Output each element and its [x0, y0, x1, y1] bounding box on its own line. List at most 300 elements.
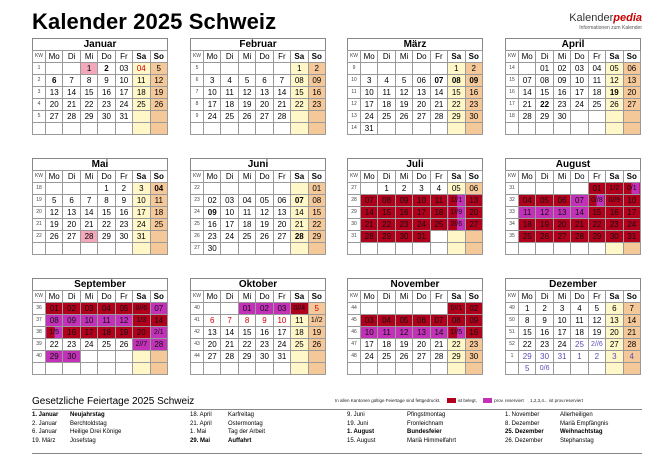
day-cell[interactable]: 09	[308, 75, 325, 87]
day-cell[interactable]	[378, 303, 395, 315]
day-cell[interactable]	[536, 123, 553, 135]
day-cell[interactable]: 12	[395, 327, 412, 339]
day-cell[interactable]: 19	[606, 87, 623, 99]
day-cell[interactable]: 20	[413, 339, 430, 351]
day-cell[interactable]: 15	[98, 207, 115, 219]
day-cell[interactable]: 17	[623, 207, 640, 219]
day-cell[interactable]: 0//8	[588, 195, 605, 207]
day-cell[interactable]	[256, 63, 273, 75]
day-cell[interactable]: 16	[204, 219, 221, 231]
day-cell[interactable]	[361, 243, 378, 255]
day-cell[interactable]	[623, 123, 640, 135]
day-cell[interactable]	[291, 351, 308, 363]
day-cell[interactable]	[46, 243, 63, 255]
day-cell[interactable]: 23	[308, 99, 325, 111]
day-cell[interactable]	[221, 363, 238, 375]
day-cell[interactable]: 16	[536, 327, 553, 339]
day-cell[interactable]: 06	[465, 183, 482, 195]
day-cell[interactable]: 24	[273, 339, 290, 351]
day-cell[interactable]	[448, 123, 465, 135]
day-cell[interactable]: 16	[256, 327, 273, 339]
day-cell[interactable]	[204, 183, 221, 195]
day-cell[interactable]: 19	[308, 327, 325, 339]
day-cell[interactable]: 27	[46, 111, 63, 123]
day-cell[interactable]: 6	[46, 75, 63, 87]
day-cell[interactable]: 18	[519, 219, 536, 231]
day-cell[interactable]: 15	[448, 87, 465, 99]
day-cell[interactable]: 25	[291, 339, 308, 351]
day-cell[interactable]: 10	[80, 315, 97, 327]
day-cell[interactable]: 16	[115, 207, 132, 219]
day-cell[interactable]: 3	[413, 183, 430, 195]
day-cell[interactable]	[395, 243, 412, 255]
day-cell[interactable]: 18	[150, 207, 167, 219]
day-cell[interactable]	[133, 243, 150, 255]
day-cell[interactable]: 7	[273, 75, 290, 87]
day-cell[interactable]: 15	[378, 207, 395, 219]
day-cell[interactable]	[46, 123, 63, 135]
day-cell[interactable]: 09	[63, 315, 80, 327]
day-cell[interactable]: 28	[80, 231, 97, 243]
day-cell[interactable]	[413, 123, 430, 135]
day-cell[interactable]	[63, 363, 80, 375]
day-cell[interactable]: 17	[204, 99, 221, 111]
day-cell[interactable]	[571, 243, 588, 255]
day-cell[interactable]: 11	[378, 87, 395, 99]
day-cell[interactable]: 18	[238, 219, 255, 231]
day-cell[interactable]: 17	[361, 99, 378, 111]
day-cell[interactable]: 22	[46, 339, 63, 351]
day-cell[interactable]: 18	[378, 99, 395, 111]
day-cell[interactable]: 26	[238, 111, 255, 123]
day-cell[interactable]: 4	[430, 183, 447, 195]
day-cell[interactable]	[291, 111, 308, 123]
day-cell[interactable]	[378, 363, 395, 375]
day-cell[interactable]: 27	[256, 111, 273, 123]
day-cell[interactable]	[308, 123, 325, 135]
day-cell[interactable]: 16	[606, 207, 623, 219]
day-cell[interactable]: 26	[536, 231, 553, 243]
day-cell[interactable]	[606, 111, 623, 123]
day-cell[interactable]: 27	[465, 219, 482, 231]
day-cell[interactable]: 18	[291, 327, 308, 339]
day-cell[interactable]	[361, 303, 378, 315]
day-cell[interactable]	[256, 243, 273, 255]
day-cell[interactable]: 13	[273, 207, 290, 219]
day-cell[interactable]: 2	[395, 183, 412, 195]
day-cell[interactable]: 21	[430, 99, 447, 111]
day-cell[interactable]	[519, 123, 536, 135]
day-cell[interactable]: 30	[115, 231, 132, 243]
day-cell[interactable]: 30	[63, 351, 80, 363]
day-cell[interactable]: 28	[519, 111, 536, 123]
day-cell[interactable]: 6	[204, 315, 221, 327]
day-cell[interactable]: 11	[519, 207, 536, 219]
day-cell[interactable]: 28	[571, 231, 588, 243]
day-cell[interactable]: 12	[395, 87, 412, 99]
day-cell[interactable]: 25	[238, 231, 255, 243]
day-cell[interactable]: 13	[623, 75, 640, 87]
day-cell[interactable]	[465, 123, 482, 135]
day-cell[interactable]: 1//2	[308, 315, 325, 327]
day-cell[interactable]: 29	[448, 111, 465, 123]
day-cell[interactable]: 30	[98, 111, 115, 123]
day-cell[interactable]: 02	[553, 63, 570, 75]
day-cell[interactable]: 17	[80, 327, 97, 339]
day-cell[interactable]: 22	[588, 219, 605, 231]
day-cell[interactable]	[256, 363, 273, 375]
day-cell[interactable]: 21	[221, 339, 238, 351]
day-cell[interactable]: 11	[571, 315, 588, 327]
day-cell[interactable]: 11	[238, 207, 255, 219]
day-cell[interactable]: 31	[553, 351, 570, 363]
day-cell[interactable]	[238, 183, 255, 195]
day-cell[interactable]	[448, 231, 465, 243]
day-cell[interactable]: 08	[291, 75, 308, 87]
day-cell[interactable]	[553, 243, 570, 255]
day-cell[interactable]	[204, 63, 221, 75]
day-cell[interactable]: 05	[256, 195, 273, 207]
day-cell[interactable]: 30	[395, 231, 412, 243]
day-cell[interactable]: 31	[623, 231, 640, 243]
day-cell[interactable]: 1	[448, 63, 465, 75]
day-cell[interactable]	[361, 63, 378, 75]
day-cell[interactable]	[413, 63, 430, 75]
day-cell[interactable]	[395, 303, 412, 315]
day-cell[interactable]: 11	[221, 87, 238, 99]
day-cell[interactable]: 18	[221, 99, 238, 111]
day-cell[interactable]: 9	[256, 315, 273, 327]
day-cell[interactable]	[536, 243, 553, 255]
day-cell[interactable]: 14	[623, 315, 640, 327]
day-cell[interactable]: 28	[430, 351, 447, 363]
day-cell[interactable]: 1	[98, 183, 115, 195]
day-cell[interactable]: 2	[588, 351, 605, 363]
day-cell[interactable]	[588, 363, 605, 375]
day-cell[interactable]: 16	[395, 207, 412, 219]
day-cell[interactable]: 20	[133, 327, 150, 339]
day-cell[interactable]: 23	[465, 339, 482, 351]
day-cell[interactable]: 20	[623, 87, 640, 99]
day-cell[interactable]: 03	[115, 63, 132, 75]
day-cell[interactable]	[133, 111, 150, 123]
day-cell[interactable]: 20	[553, 219, 570, 231]
day-cell[interactable]	[519, 183, 536, 195]
day-cell[interactable]: 01	[308, 183, 325, 195]
day-cell[interactable]: 21	[571, 219, 588, 231]
day-cell[interactable]: 19	[238, 99, 255, 111]
day-cell[interactable]: 4	[221, 75, 238, 87]
day-cell[interactable]: 21	[80, 219, 97, 231]
day-cell[interactable]: 11	[378, 327, 395, 339]
day-cell[interactable]: 07	[571, 195, 588, 207]
day-cell[interactable]	[430, 231, 447, 243]
day-cell[interactable]: 12	[150, 75, 167, 87]
day-cell[interactable]: 23	[536, 339, 553, 351]
day-cell[interactable]: 1/5	[46, 327, 63, 339]
day-cell[interactable]: 8	[98, 195, 115, 207]
day-cell[interactable]: 07	[430, 75, 447, 87]
day-cell[interactable]	[413, 303, 430, 315]
day-cell[interactable]: 30	[553, 111, 570, 123]
day-cell[interactable]: 17	[221, 219, 238, 231]
day-cell[interactable]	[308, 111, 325, 123]
day-cell[interactable]: 13	[606, 315, 623, 327]
day-cell[interactable]: 27	[273, 231, 290, 243]
day-cell[interactable]: 11	[98, 315, 115, 327]
day-cell[interactable]: 14	[63, 87, 80, 99]
day-cell[interactable]: 5	[519, 363, 536, 375]
day-cell[interactable]: 0/1	[623, 183, 640, 195]
day-cell[interactable]	[553, 123, 570, 135]
day-cell[interactable]: 30	[465, 111, 482, 123]
day-cell[interactable]: 18	[430, 207, 447, 219]
day-cell[interactable]	[204, 363, 221, 375]
day-cell[interactable]: 04	[519, 195, 536, 207]
day-cell[interactable]: 1	[80, 63, 97, 75]
day-cell[interactable]: 17	[571, 87, 588, 99]
day-cell[interactable]: 02	[256, 303, 273, 315]
day-cell[interactable]: 21	[291, 219, 308, 231]
day-cell[interactable]: 28	[273, 111, 290, 123]
day-cell[interactable]: 04	[150, 183, 167, 195]
day-cell[interactable]: 03	[221, 195, 238, 207]
day-cell[interactable]: 26	[395, 111, 412, 123]
day-cell[interactable]: 10	[361, 327, 378, 339]
day-cell[interactable]	[291, 183, 308, 195]
day-cell[interactable]	[413, 243, 430, 255]
day-cell[interactable]: 23	[553, 99, 570, 111]
day-cell[interactable]: 24	[221, 231, 238, 243]
day-cell[interactable]: 5	[238, 75, 255, 87]
day-cell[interactable]: 20	[606, 327, 623, 339]
day-cell[interactable]: 2	[308, 63, 325, 75]
day-cell[interactable]: 21	[519, 99, 536, 111]
day-cell[interactable]	[413, 363, 430, 375]
day-cell[interactable]: 25	[221, 111, 238, 123]
day-cell[interactable]: 3	[553, 303, 570, 315]
day-cell[interactable]	[571, 183, 588, 195]
day-cell[interactable]: 07	[150, 303, 167, 315]
day-cell[interactable]: 15	[291, 87, 308, 99]
day-cell[interactable]	[361, 183, 378, 195]
day-cell[interactable]: 06	[413, 315, 430, 327]
day-cell[interactable]: 6	[256, 75, 273, 87]
day-cell[interactable]: 2	[115, 183, 132, 195]
day-cell[interactable]: 01	[238, 303, 255, 315]
day-cell[interactable]: 1	[378, 183, 395, 195]
day-cell[interactable]: 25	[133, 99, 150, 111]
day-cell[interactable]: 15	[588, 207, 605, 219]
day-cell[interactable]: 20	[204, 339, 221, 351]
day-cell[interactable]	[308, 363, 325, 375]
day-cell[interactable]	[308, 351, 325, 363]
day-cell[interactable]: 27	[204, 351, 221, 363]
day-cell[interactable]	[588, 123, 605, 135]
day-cell[interactable]	[150, 231, 167, 243]
day-cell[interactable]	[588, 243, 605, 255]
day-cell[interactable]: 22	[378, 219, 395, 231]
day-cell[interactable]	[465, 363, 482, 375]
day-cell[interactable]: 16	[465, 327, 482, 339]
day-cell[interactable]: 11	[430, 195, 447, 207]
day-cell[interactable]: 13	[46, 87, 63, 99]
day-cell[interactable]	[150, 111, 167, 123]
day-cell[interactable]: 11	[133, 75, 150, 87]
day-cell[interactable]: 5	[150, 63, 167, 75]
day-cell[interactable]	[291, 123, 308, 135]
day-cell[interactable]	[98, 243, 115, 255]
day-cell[interactable]	[273, 183, 290, 195]
day-cell[interactable]: 05	[115, 303, 132, 315]
day-cell[interactable]: 04	[133, 63, 150, 75]
day-cell[interactable]: 03	[571, 63, 588, 75]
day-cell[interactable]: 13	[413, 87, 430, 99]
day-cell[interactable]	[115, 123, 132, 135]
day-cell[interactable]: 3	[204, 75, 221, 87]
day-cell[interactable]: 5	[308, 303, 325, 315]
day-cell[interactable]	[273, 243, 290, 255]
day-cell[interactable]	[80, 183, 97, 195]
day-cell[interactable]	[80, 123, 97, 135]
day-cell[interactable]: 27	[623, 99, 640, 111]
day-cell[interactable]: 22	[536, 99, 553, 111]
day-cell[interactable]: 1	[519, 303, 536, 315]
day-cell[interactable]: 21	[361, 219, 378, 231]
day-cell[interactable]: 6	[63, 195, 80, 207]
day-cell[interactable]: 13	[204, 327, 221, 339]
day-cell[interactable]: 24	[204, 111, 221, 123]
day-cell[interactable]: 15	[308, 207, 325, 219]
day-cell[interactable]: 11	[291, 315, 308, 327]
day-cell[interactable]: 03	[273, 303, 290, 315]
day-cell[interactable]: 22	[448, 99, 465, 111]
day-cell[interactable]: 23	[606, 219, 623, 231]
day-cell[interactable]	[221, 303, 238, 315]
day-cell[interactable]: 08	[448, 315, 465, 327]
day-cell[interactable]: 29	[448, 351, 465, 363]
day-cell[interactable]: 14	[361, 207, 378, 219]
day-cell[interactable]: 31	[361, 123, 378, 135]
day-cell[interactable]: 2	[465, 63, 482, 75]
day-cell[interactable]	[150, 363, 167, 375]
day-cell[interactable]: 4	[378, 75, 395, 87]
day-cell[interactable]: 19	[150, 87, 167, 99]
day-cell[interactable]: 04	[378, 315, 395, 327]
day-cell[interactable]: 31	[115, 111, 132, 123]
day-cell[interactable]: 27	[63, 231, 80, 243]
day-cell[interactable]: 12	[536, 207, 553, 219]
day-cell[interactable]	[588, 111, 605, 123]
day-cell[interactable]	[98, 363, 115, 375]
day-cell[interactable]: 1//1	[448, 195, 465, 207]
day-cell[interactable]: 24	[133, 219, 150, 231]
day-cell[interactable]	[291, 363, 308, 375]
day-cell[interactable]: 17	[361, 339, 378, 351]
day-cell[interactable]: 16	[465, 87, 482, 99]
day-cell[interactable]: 19	[46, 219, 63, 231]
day-cell[interactable]: 24	[553, 339, 570, 351]
day-cell[interactable]: 16	[63, 327, 80, 339]
day-cell[interactable]: 31	[413, 231, 430, 243]
day-cell[interactable]: 25	[571, 339, 588, 351]
day-cell[interactable]: 29	[536, 111, 553, 123]
day-cell[interactable]	[308, 243, 325, 255]
day-cell[interactable]	[204, 303, 221, 315]
day-cell[interactable]: 2//7	[133, 339, 150, 351]
day-cell[interactable]	[63, 243, 80, 255]
day-cell[interactable]: 25	[430, 219, 447, 231]
day-cell[interactable]: 28	[150, 339, 167, 351]
day-cell[interactable]: 15	[536, 87, 553, 99]
day-cell[interactable]: 5	[395, 75, 412, 87]
day-cell[interactable]	[606, 123, 623, 135]
day-cell[interactable]: 14	[273, 87, 290, 99]
day-cell[interactable]: 08	[46, 315, 63, 327]
day-cell[interactable]: 04	[98, 303, 115, 315]
day-cell[interactable]	[46, 363, 63, 375]
day-cell[interactable]: 09	[395, 195, 412, 207]
day-cell[interactable]: 16	[308, 87, 325, 99]
day-cell[interactable]: 27	[413, 351, 430, 363]
day-cell[interactable]: 08	[308, 195, 325, 207]
day-cell[interactable]: 30	[606, 231, 623, 243]
day-cell[interactable]	[536, 183, 553, 195]
day-cell[interactable]: 28	[63, 111, 80, 123]
day-cell[interactable]: 14	[430, 87, 447, 99]
day-cell[interactable]: 29	[588, 231, 605, 243]
day-cell[interactable]: 15	[238, 327, 255, 339]
day-cell[interactable]: 30	[465, 351, 482, 363]
day-cell[interactable]: 13	[413, 327, 430, 339]
day-cell[interactable]: 14	[519, 87, 536, 99]
day-cell[interactable]	[221, 183, 238, 195]
day-cell[interactable]: 26	[395, 351, 412, 363]
day-cell[interactable]	[465, 231, 482, 243]
day-cell[interactable]: 9	[536, 315, 553, 327]
day-cell[interactable]: 14	[221, 327, 238, 339]
day-cell[interactable]: 26	[150, 99, 167, 111]
day-cell[interactable]: 18	[571, 327, 588, 339]
day-cell[interactable]	[378, 123, 395, 135]
day-cell[interactable]: 19	[395, 339, 412, 351]
day-cell[interactable]: 28	[291, 231, 308, 243]
day-cell[interactable]	[238, 123, 255, 135]
day-cell[interactable]: 31	[273, 351, 290, 363]
day-cell[interactable]: 02	[465, 303, 482, 315]
day-cell[interactable]: 8	[80, 75, 97, 87]
day-cell[interactable]: 23	[204, 231, 221, 243]
day-cell[interactable]: 12	[588, 315, 605, 327]
day-cell[interactable]: 3	[606, 351, 623, 363]
day-cell[interactable]: 20	[413, 99, 430, 111]
day-cell[interactable]	[115, 363, 132, 375]
day-cell[interactable]: 06	[623, 63, 640, 75]
day-cell[interactable]: 23	[465, 99, 482, 111]
day-cell[interactable]: 12	[606, 75, 623, 87]
day-cell[interactable]: 28	[623, 339, 640, 351]
day-cell[interactable]: 24	[623, 219, 640, 231]
day-cell[interactable]	[448, 243, 465, 255]
day-cell[interactable]: 1	[291, 63, 308, 75]
day-cell[interactable]: 12	[46, 207, 63, 219]
day-cell[interactable]: 12	[238, 87, 255, 99]
day-cell[interactable]: 7	[221, 315, 238, 327]
day-cell[interactable]: 07	[430, 315, 447, 327]
day-cell[interactable]	[273, 63, 290, 75]
day-cell[interactable]	[395, 363, 412, 375]
day-cell[interactable]	[63, 123, 80, 135]
